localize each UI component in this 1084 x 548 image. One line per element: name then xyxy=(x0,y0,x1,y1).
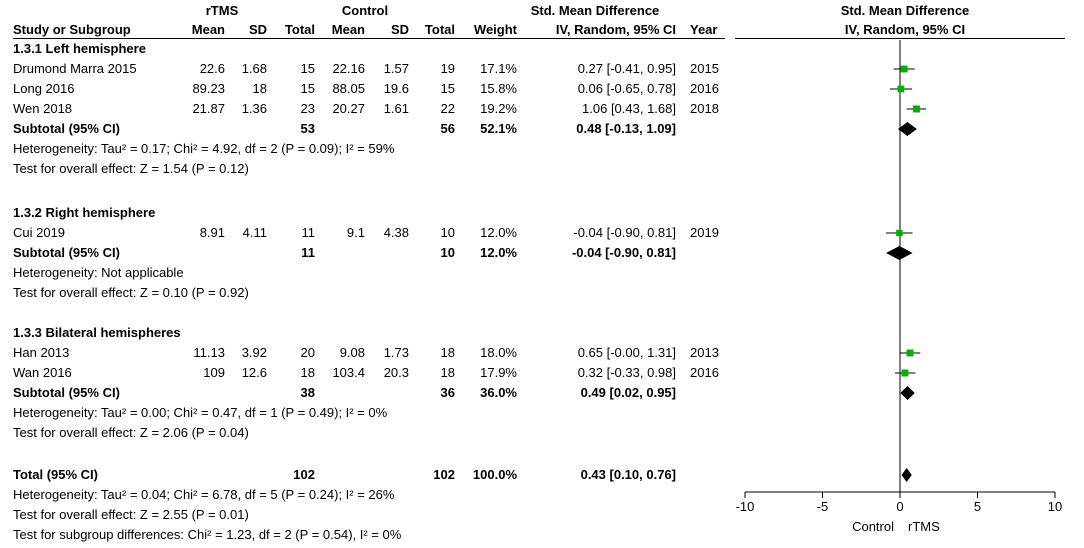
total-overall-effect-text: Test for overall effect: Z = 2.55 (P = 0.01) xyxy=(13,507,249,522)
summary-diamond xyxy=(902,468,912,482)
subtotal-total1: 11 xyxy=(301,245,315,260)
study-total1: 23 xyxy=(300,101,315,116)
study-total1: 11 xyxy=(301,225,315,240)
mean2-header: Mean xyxy=(331,22,365,37)
study-ci: 0.06 [-0.65, 0.78] xyxy=(577,81,676,96)
x-tick-label: 0 xyxy=(896,499,904,514)
subgroup-title: 1.3.1 Left hemisphere xyxy=(13,41,146,56)
study-name: Drumond Marra 2015 xyxy=(13,61,137,76)
study-point-marker xyxy=(898,86,905,93)
subgroup-title: 1.3.2 Right hemisphere xyxy=(13,205,156,220)
sd1-header: SD xyxy=(248,22,267,37)
group1-header: rTMS xyxy=(205,3,239,18)
study-total1: 15 xyxy=(300,81,315,96)
subtotal-weight: 36.0% xyxy=(480,385,517,400)
total-label: Total (95% CI) xyxy=(13,467,98,482)
total-heterogeneity-text: Heterogeneity: Tau² = 0.04; Chi² = 6.78, df = 5 (P = 0.24); I² = 26% xyxy=(13,487,395,502)
study-total2: 19 xyxy=(440,61,455,76)
study-year: 2013 xyxy=(690,345,719,360)
subtotal-weight: 12.0% xyxy=(480,245,517,260)
subtotal-total1: 53 xyxy=(300,121,315,136)
study-point-marker xyxy=(896,230,902,236)
x-tick-label: 5 xyxy=(973,499,982,514)
plot-title: Std. Mean Difference xyxy=(840,3,970,18)
study-mean1: 21.87 xyxy=(192,101,225,116)
study-year: 2015 xyxy=(690,61,719,76)
study-weight: 15.8% xyxy=(480,81,517,96)
heterogeneity-text: Heterogeneity: Tau² = 0.17; Chi² = 4.92, df = 2 (P = 0.09); I² = 59% xyxy=(13,141,395,156)
favours-left-label: Control xyxy=(852,519,894,534)
study-point-marker xyxy=(913,106,920,113)
study-name: Cui 2019 xyxy=(13,225,66,240)
subtotal-label: Subtotal (95% CI) xyxy=(13,245,120,260)
effect-title: Std. Mean Difference xyxy=(530,3,660,18)
study-total2: 15 xyxy=(440,81,455,96)
summary-diamond xyxy=(886,246,913,260)
study-total2: 18 xyxy=(440,365,455,380)
weight-header: Weight xyxy=(473,22,517,37)
study-sd1: 1.68 xyxy=(241,61,267,76)
subtotal-total2: 10 xyxy=(440,245,455,260)
study-sd1: 4.11 xyxy=(242,225,267,240)
total2-header: Total xyxy=(424,22,455,37)
study-sd2: 19.6 xyxy=(383,81,409,96)
study-sd1: 18 xyxy=(252,81,267,96)
total-n1: 102 xyxy=(293,467,315,482)
study-weight: 17.1% xyxy=(480,61,517,76)
study-mean1: 109 xyxy=(203,365,225,380)
study-weight: 18.0% xyxy=(480,345,517,360)
subtotal-ci: 0.49 [0.02, 0.95] xyxy=(580,385,676,400)
study-sd1: 3.92 xyxy=(241,345,267,360)
study-mean1: 89.23 xyxy=(192,81,225,96)
study-name: Han 2013 xyxy=(13,345,70,360)
study-year: 2016 xyxy=(690,81,719,96)
overall-effect-text: Test for overall effect: Z = 0.10 (P = 0.92) xyxy=(13,285,249,300)
summary-diamond xyxy=(900,386,914,400)
subtotal-label: Subtotal (95% CI) xyxy=(13,385,120,400)
subgroup-title: 1.3.3 Bilateral hemispheres xyxy=(13,325,181,340)
study-mean2: 88.05 xyxy=(332,81,365,96)
study-sd1: 12.6 xyxy=(241,365,267,380)
study-ci: 0.32 [-0.33, 0.98] xyxy=(577,365,676,380)
subtotal-total2: 36 xyxy=(440,385,455,400)
study-sd1: 1.36 xyxy=(241,101,267,116)
study-total2: 22 xyxy=(440,101,455,116)
study-year: 2016 xyxy=(690,365,719,380)
study-mean2: 9.1 xyxy=(346,225,365,240)
subtotal-label: Subtotal (95% CI) xyxy=(13,121,120,136)
study-point-marker xyxy=(902,370,909,377)
sd2-header: SD xyxy=(390,22,409,37)
study-name: Wen 2018 xyxy=(13,101,73,116)
study-mean2: 22.16 xyxy=(332,61,365,76)
x-tick-label: -10 xyxy=(735,499,755,514)
effect-subheader: IV, Random, 95% CI xyxy=(555,22,676,37)
heterogeneity-text: Heterogeneity: Not applicable xyxy=(13,265,184,280)
study-weight: 12.0% xyxy=(480,225,517,240)
total-ci: 0.43 [0.10, 0.76] xyxy=(580,467,676,482)
study-mean1: 22.6 xyxy=(199,61,225,76)
study-point-marker xyxy=(901,66,908,73)
study-weight: 19.2% xyxy=(480,101,517,116)
subgroup-differences-text: Test for subgroup differences: Chi² = 1.23, df = 2 (P = 0.54), I² = 0% xyxy=(13,527,402,542)
year-header: Year xyxy=(690,22,718,37)
summary-diamond xyxy=(898,122,917,136)
study-total2: 18 xyxy=(440,345,455,360)
subtotal-ci: -0.04 [-0.90, 0.81] xyxy=(571,245,676,260)
x-tick-label: 10 xyxy=(1047,499,1063,514)
study-mean2: 103.4 xyxy=(332,365,365,380)
study-sd2: 20.3 xyxy=(383,365,409,380)
subtotal-total1: 38 xyxy=(300,385,315,400)
subtotal-weight: 52.1% xyxy=(480,121,517,136)
study-year: 2018 xyxy=(690,101,719,116)
total-n2: 102 xyxy=(433,467,455,482)
study-weight: 17.9% xyxy=(480,365,517,380)
study-point-marker xyxy=(907,350,914,357)
study-total2: 10 xyxy=(440,225,455,240)
heterogeneity-text: Heterogeneity: Tau² = 0.00; Chi² = 0.47, df = 1 (P = 0.49); I² = 0% xyxy=(13,405,388,420)
study-sd2: 4.38 xyxy=(383,225,409,240)
mean1-header: Mean xyxy=(191,22,225,37)
study-ci: -0.04 [-0.90, 0.81] xyxy=(573,225,676,240)
subtotal-ci: 0.48 [-0.13, 1.09] xyxy=(576,121,676,136)
study-total1: 18 xyxy=(300,365,315,380)
study-year: 2019 xyxy=(690,225,719,240)
plot-subheader: IV, Random, 95% CI xyxy=(844,22,966,37)
study-total1: 15 xyxy=(300,61,315,76)
study-sd2: 1.73 xyxy=(383,345,409,360)
study-name: Wan 2016 xyxy=(13,365,72,380)
study-ci: 1.06 [0.43, 1.68] xyxy=(582,101,676,116)
total1-header: Total xyxy=(284,22,315,37)
study-name: Long 2016 xyxy=(13,81,75,96)
study-ci: 0.65 [-0.00, 1.31] xyxy=(577,345,676,360)
study-sd2: 1.57 xyxy=(383,61,409,76)
total-weight: 100.0% xyxy=(472,467,517,482)
study-mean2: 9.08 xyxy=(339,345,365,360)
study-column-header: Study or Subgroup xyxy=(13,22,131,37)
study-mean1: 11.13 xyxy=(193,345,225,360)
group2-header: Control xyxy=(341,3,389,18)
study-total1: 20 xyxy=(300,345,315,360)
overall-effect-text: Test for overall effect: Z = 1.54 (P = 0.12) xyxy=(13,161,249,176)
favours-right-label: rTMS xyxy=(908,519,940,534)
study-sd2: 1.61 xyxy=(383,101,409,116)
subtotal-total2: 56 xyxy=(440,121,455,136)
study-mean2: 20.27 xyxy=(332,101,365,116)
overall-effect-text: Test for overall effect: Z = 2.06 (P = 0.04) xyxy=(13,425,249,440)
x-tick-label: -5 xyxy=(816,499,829,514)
study-ci: 0.27 [-0.41, 0.95] xyxy=(577,61,676,76)
study-mean1: 8.91 xyxy=(199,225,225,240)
